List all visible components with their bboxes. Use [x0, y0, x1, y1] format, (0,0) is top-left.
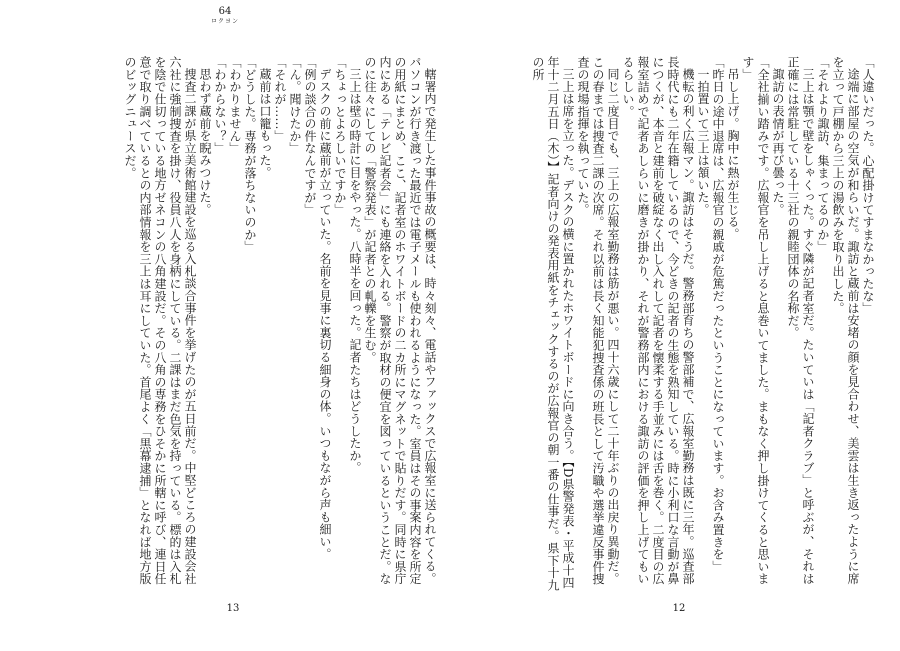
left-page-number: 13 — [226, 603, 240, 614]
paragraph: 三上は席を立った。デスクの横に置かれたホワイトボードに向き合う。【D県警発表・平成十四年十二月五日（木）】記者向けの発表用紙をチェックするのが広報官の朝一番の仕事だ。県下十九の所 — [531, 56, 575, 592]
paragraph: 「それより諏訪、集まってるのか」 — [816, 56, 830, 253]
right-page-text — [475, 56, 875, 596]
paragraph: 三上は顎で壁をしゃくった。すぐ隣が記者室だ。たいていは「記者クラブ」と呼ぶが、それは正確には常駐している十三社の親睦団体の名称だ。 — [786, 56, 815, 585]
paragraph: 「例の談合の件なんですが」 — [303, 56, 317, 216]
paragraph: デスクの前に蔵前が立っていた。名前を見事に裏切る細身の体。いつもながら声も細い。 — [318, 68, 332, 560]
paragraph: 途端に部屋の空気が和らいだ。諏訪と蔵前は安堵の顔を見合わせ、美雲は生き返ったように席を立って戸棚から三上の湯飲みを取り出した。 — [831, 56, 860, 585]
paragraph: 同じ二度目でも、三上の広報室勤務は筋が悪い。四十六歳にして二十年ぶりの出戻り異動だ。この春までは捜査二課の次席。それ以前は長く知能犯捜査係の班長として汚職や選挙違反事件捜査の現場指揮を執っていた。 — [576, 56, 620, 585]
paragraph: 思わず蔵前を睨みつけた。 — [198, 68, 212, 216]
paragraph: 捜査二課が県立美術館建設を巡る入札談合事件を挙げたのが五日前だ。中堅どころの建設会社六社に強制捜査を掛け、役員八人を身柄にしている。二課はまだ色気を持っている。標的は入札を陰で仕切っている地方ゼネコンの八角建設だ。その八角の専務をひそかに所轄に呼び、連日任意で取り調べているとの内部情報を三上は耳にしていた。首尾よく「黒幕逮捕」となれば地方版のビッグニュースだ。 — [123, 56, 197, 585]
paragraph: 「わからない？」 — [213, 56, 227, 155]
header-page-number: 64 — [218, 6, 232, 17]
paragraph: 「それが……」 — [273, 56, 287, 143]
paragraph: 「ちょっとよろしいですか」 — [333, 56, 347, 216]
paragraph: 吊し上げ。胸中に熱が生じる。 — [726, 68, 740, 241]
paragraph: 轄署内で発生した事件事故の概要は、時々刻々、電話やファックスで広報室に送られてくる。パソコンが行き渡った最近では電子メールも使われるようになった。室員はその事案内容を所定の用紙にまとめ、ここ、記者室のホワイトボードの二カ所にマグネットで貼りだす。同時に県庁内にある「テレビ記者会」にも連絡を入れる。警察が取材の便宜を図っているということだ。なのに往々にしての「警察発表」が記者との軋轢を生む。 — [363, 56, 437, 585]
paragraph: 諏訪の表情が再び曇った。 — [771, 68, 785, 216]
paragraph: 蔵前は口籠もった。 — [258, 68, 272, 179]
header-running-title: ロクヨン — [210, 18, 239, 25]
paragraph: 「ん。聞けたか」 — [288, 56, 302, 155]
paragraph: 機転の利く広報マン。諏訪はそうだ。警務部育ちの警部補で、広報室勤務は既に三年。巡査部長時代にも二年在籍しているので、今どきの記者の生態を熟知している。時に小利口な言動が鼻につくが、本音と建前を破綻なく出し入れして記者を懐柔する手並みには舌を巻く。二度目の広報室詰めで記者あしらいに磨きが掛かり、それが警務部内における諏訪の評価を押し上げてもいるらしい。 — [621, 56, 695, 585]
paragraph: 一拍置いて三上は頷いた。 — [696, 68, 710, 216]
paragraph: 三上は壁の時計に目をやった。八時半を回った。記者たちはどうしたか。 — [348, 68, 362, 474]
paragraph: 「全社揃い踏みです。広報官を吊し上げると息巻いてました。まもなく押し掛けてくると思います」 — [741, 56, 770, 585]
paragraph: 「昨日の途中退席は、広報官の親戚が危篤だったということになっています。お含み置きを」 — [711, 56, 725, 573]
paragraph: 「人違いだった。心配掛けてすまなかったな」 — [861, 56, 875, 315]
right-page-number: 12 — [672, 603, 686, 614]
running-header — [200, 6, 250, 26]
left-page-text — [25, 56, 437, 596]
paragraph: 「わかりません」 — [228, 56, 242, 155]
paragraph: 「どうした。専務が落ちないのか」 — [243, 56, 257, 253]
